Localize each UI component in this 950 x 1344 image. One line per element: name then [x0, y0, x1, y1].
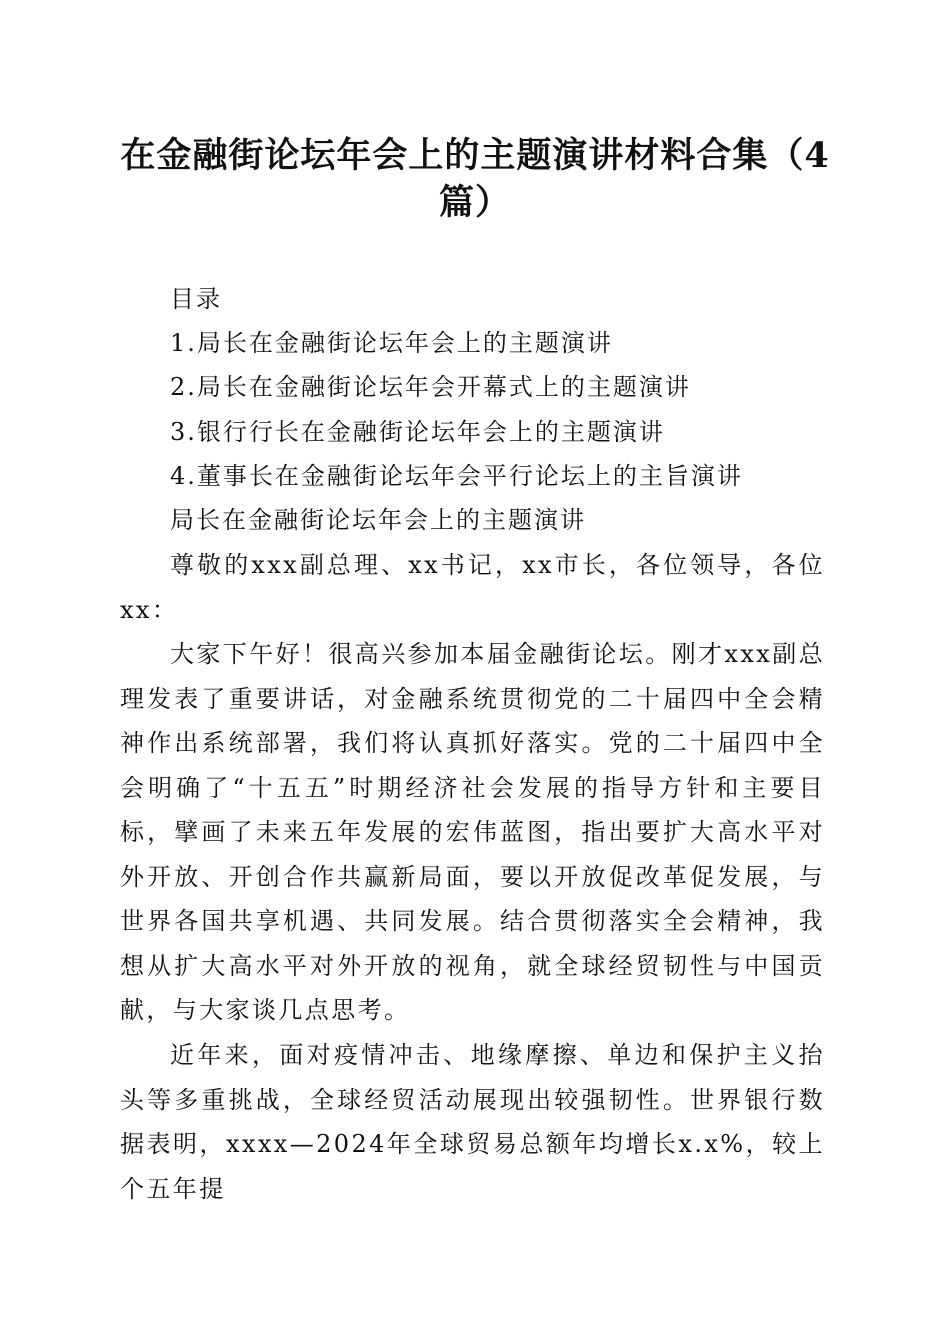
toc-item-4: 4.董事长在金融街论坛年会平行论坛上的主旨演讲: [170, 462, 743, 490]
toc-item-2: 2.局长在金融街论坛年会开幕式上的主题演讲: [170, 373, 691, 401]
body-paragraph-greeting: 尊敬的xxx副总理、xx书记，xx市长，各位领导，各位xx：: [120, 551, 825, 624]
toc-item-1: 1.局长在金融街论坛年会上的主题演讲: [170, 329, 613, 357]
document-title: 在金融街论坛年会上的主题演讲材料合集（4篇）: [120, 135, 830, 223]
body-paragraph-opening: 大家下午好！很高兴参加本届金融街论坛。刚才xxx副总理发表了重要讲话，对金融系统贯彻党的二十届四中全会精神作出系统部署，我们将认真抓好落实。党的二十届四中全会明确了“十五五”时期经济社会发展的指导方针和主要目标，擘画了未来五年发展的宏伟蓝图，指出要扩大高水平对外开放、开创合作共赢新局面，要以开放促改革促发展，与世界各国共享机遇、共同发展。结合贯彻落实全会精神，我想从扩大高水平对外开放的视角，就全球经贸韧性与中国贡献，与大家谈几点思考。: [120, 640, 826, 1024]
body-paragraph-trade: 近年来，面对疫情冲击、地缘摩擦、单边和保护主义抬头等多重挑战，全球经贸活动展现出较强韧性。世界银行数据表明，xxxx—2024年全球贸易总额年均增长x.x%，较上个五年提: [120, 1041, 825, 1203]
section-heading: 局长在金融街论坛年会上的主题演讲: [170, 506, 586, 534]
toc-heading: 目录: [170, 285, 222, 313]
toc-item-3: 3.银行行长在金融街论坛年会上的主题演讲: [170, 418, 665, 446]
